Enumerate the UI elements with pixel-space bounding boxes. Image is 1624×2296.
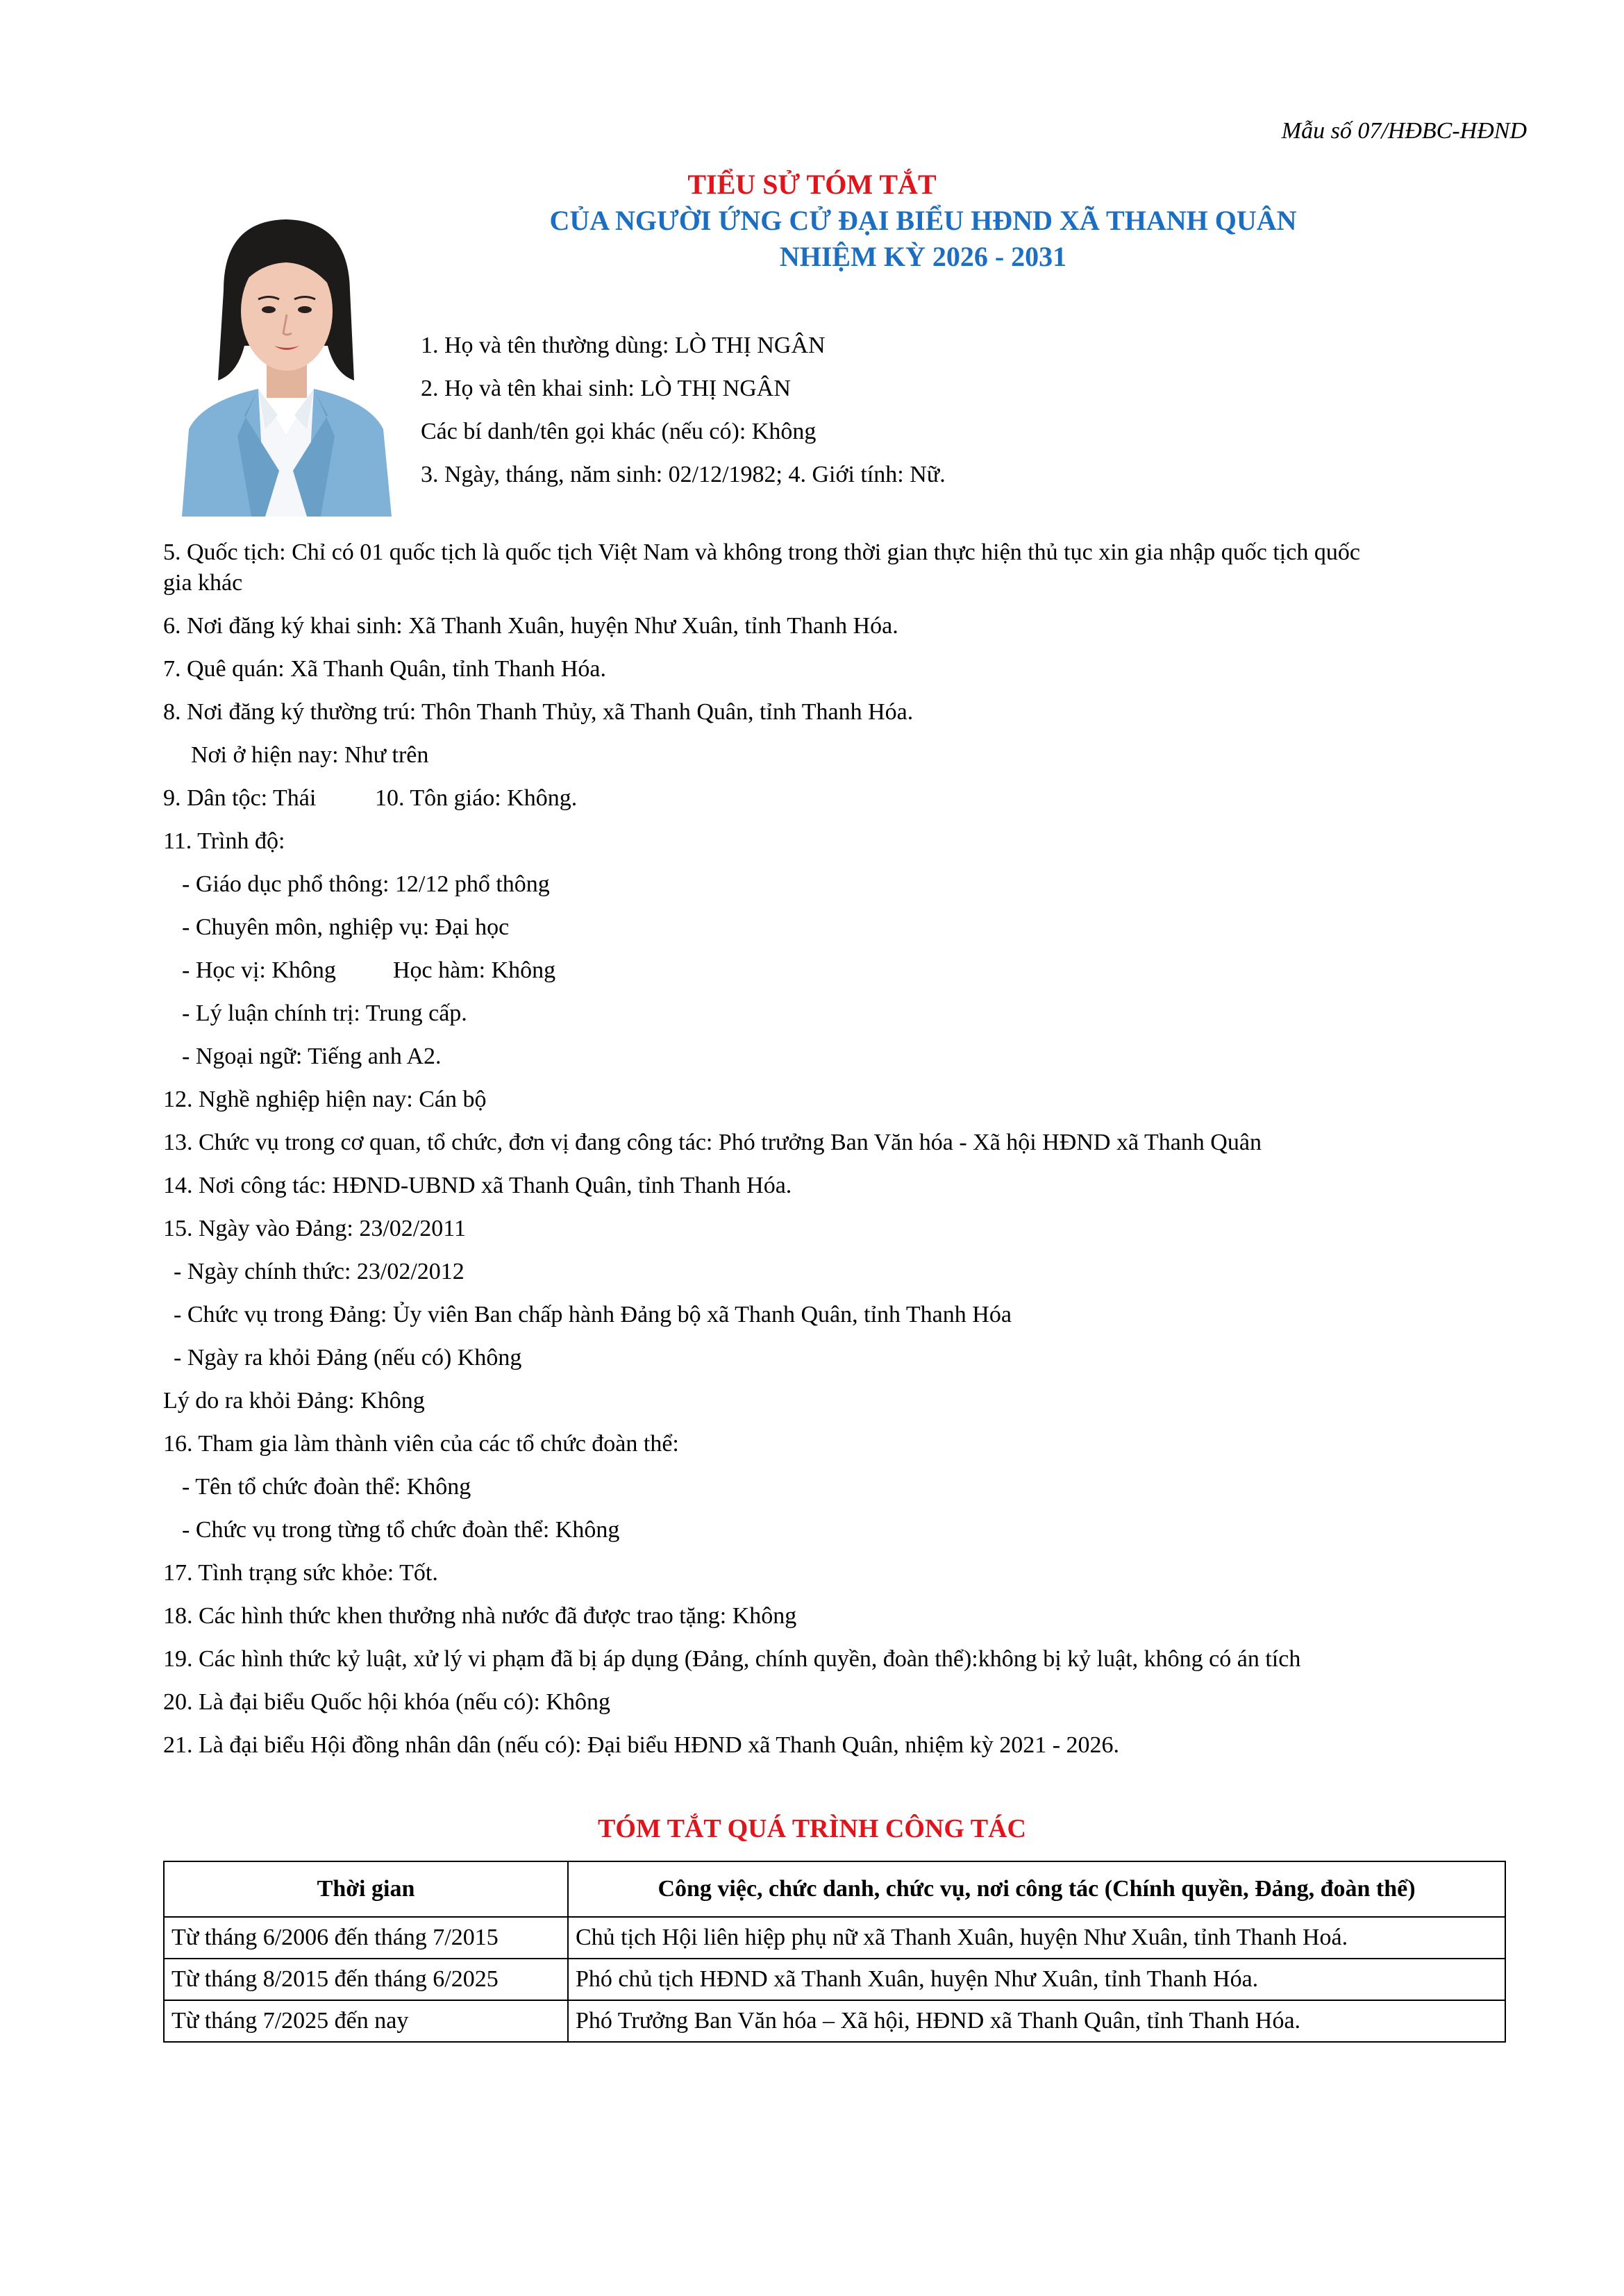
occupation: 12. Nghề nghiệp hiện nay: Cán bộ: [163, 1087, 487, 1112]
awards: 18. Các hình thức khen thưởng nhà nước đã được trao tặng: Không: [163, 1603, 797, 1629]
general-education: - Giáo dục phổ thông: 12/12 phổ thông: [182, 871, 550, 897]
permanent-residence: 8. Nơi đăng ký thường trú: Thôn Thanh Thủy, xã Thanh Quân, tỉnh Thanh Hóa.: [163, 699, 914, 725]
organization-position: - Chức vụ trong từng tổ chức đoàn thể: Không: [182, 1517, 620, 1543]
column-header-period: Thời gian: [164, 1861, 568, 1917]
role-cell: Phó Trưởng Ban Văn hóa – Xã hội, HĐND xã Thanh Quân, tỉnh Thanh Hóa.: [568, 2000, 1505, 2042]
document-title: TIỂU SỬ TÓM TẮT: [687, 169, 937, 200]
period-cell: Từ tháng 6/2006 đến tháng 7/2015: [164, 1917, 568, 1959]
birth-name: 2. Họ và tên khai sinh: LÒ THỊ NGÂN: [421, 376, 791, 401]
table-row: [164, 2000, 1505, 2042]
birth-registration-place: 6. Nơi đăng ký khai sinh: Xã Thanh Xuân, huyện Như Xuân, tỉnh Thanh Hóa.: [163, 613, 898, 639]
hometown: 7. Quê quán: Xã Thanh Quân, tỉnh Thanh Hóa.: [163, 656, 606, 682]
table-header-row: [164, 1861, 1505, 1917]
period-cell: Từ tháng 7/2025 đến nay: [164, 2000, 568, 2042]
work-history-title: TÓM TẮT QUÁ TRÌNH CÔNG TÁC: [598, 1814, 1026, 1843]
nationality-continued: gia khác: [163, 570, 243, 596]
academic-degree: - Học vị: Không: [182, 957, 336, 983]
specialty: - Chuyên môn, nghiệp vụ: Đại học: [182, 914, 510, 940]
period-cell: Từ tháng 8/2015 đến tháng 6/2025: [164, 1959, 568, 2000]
health-status: 17. Tình trạng sức khỏe: Tốt.: [163, 1560, 438, 1586]
column-header-role: Công việc, chức danh, chức vụ, nơi công tác (Chính quyền, Đảng, đoàn thể): [568, 1861, 1505, 1917]
term-title: NHIỆM KỲ 2026 - 2031: [779, 241, 1067, 272]
council-deputy: 21. Là đại biểu Hội đồng nhân dân (nếu có): Đại biểu HĐND xã Thanh Quân, nhiệm kỳ 2021 - 2026.: [163, 1732, 1120, 1758]
current-address: Nơi ở hiện nay: Như trên: [191, 742, 429, 768]
party-official-date: - Ngày chính thức: 23/02/2012: [174, 1259, 464, 1284]
political-theory: - Lý luận chính trị: Trung cấp.: [182, 1000, 467, 1026]
education-heading: 11. Trình độ:: [163, 828, 285, 854]
workplace: 14. Nơi công tác: HĐND-UBND xã Thanh Quân, tỉnh Thanh Hóa.: [163, 1173, 792, 1198]
table-row: [164, 1917, 1505, 1959]
organization-name: - Tên tổ chức đoàn thể: Không: [182, 1474, 471, 1500]
table-row: [164, 1959, 1505, 2000]
document-subtitle: CỦA NGƯỜI ỨNG CỬ ĐẠI BIỂU HĐND XÃ THANH QUÂN: [549, 205, 1297, 236]
discipline: 19. Các hình thức kỷ luật, xử lý vi phạm đã bị áp dụng (Đảng, chính quyền, đoàn thể):không bị kỷ luật, không có án tích: [163, 1646, 1301, 1672]
form-code: Mẫu số 07/HĐBC-HĐND: [1281, 118, 1527, 144]
academic-title: Học hàm: Không: [393, 957, 556, 983]
birth-date-gender: 3. Ngày, tháng, năm sinh: 02/12/1982; 4. Giới tính: Nữ.: [421, 462, 946, 487]
party-position: - Chức vụ trong Đảng: Ủy viên Ban chấp hành Đảng bộ xã Thanh Quân, tỉnh Thanh Hóa: [174, 1302, 1012, 1327]
common-name: 1. Họ và tên thường dùng: LÒ THỊ NGÂN: [421, 333, 826, 358]
party-join-date: 15. Ngày vào Đảng: 23/02/2011: [163, 1216, 466, 1241]
aliases: Các bí danh/tên gọi khác (nếu có): Không: [421, 419, 817, 444]
national-assembly-deputy: 20. Là đại biểu Quốc hội khóa (nếu có): Không: [163, 1689, 610, 1715]
ethnicity: 9. Dân tộc: Thái: [163, 785, 317, 811]
work-history-table: [163, 1861, 1506, 2043]
role-cell: Chủ tịch Hội liên hiệp phụ nữ xã Thanh Xuân, huyện Như Xuân, tỉnh Thanh Hoá.: [568, 1917, 1505, 1959]
organizations-heading: 16. Tham gia làm thành viên của các tổ chức đoàn thể:: [163, 1431, 679, 1457]
candidate-portrait: [175, 207, 397, 517]
role-cell: Phó chủ tịch HĐND xã Thanh Xuân, huyện Như Xuân, tỉnh Thanh Hóa.: [568, 1959, 1505, 2000]
religion: 10. Tôn giáo: Không.: [375, 785, 578, 811]
current-position: 13. Chức vụ trong cơ quan, tổ chức, đơn vị đang công tác: Phó trưởng Ban Văn hóa - Xã hội HĐND xã Thanh Quân: [163, 1130, 1262, 1155]
party-leave-reason: Lý do ra khỏi Đảng: Không: [163, 1388, 425, 1414]
party-leave-date: - Ngày ra khỏi Đảng (nếu có) Không: [174, 1345, 522, 1371]
nationality: 5. Quốc tịch: Chỉ có 01 quốc tịch là quốc tịch Việt Nam và không trong thời gian thực hiện thủ tục xin gia nhập quốc tịch quốc: [163, 539, 1360, 565]
foreign-language: - Ngoại ngữ: Tiếng anh A2.: [182, 1044, 442, 1069]
